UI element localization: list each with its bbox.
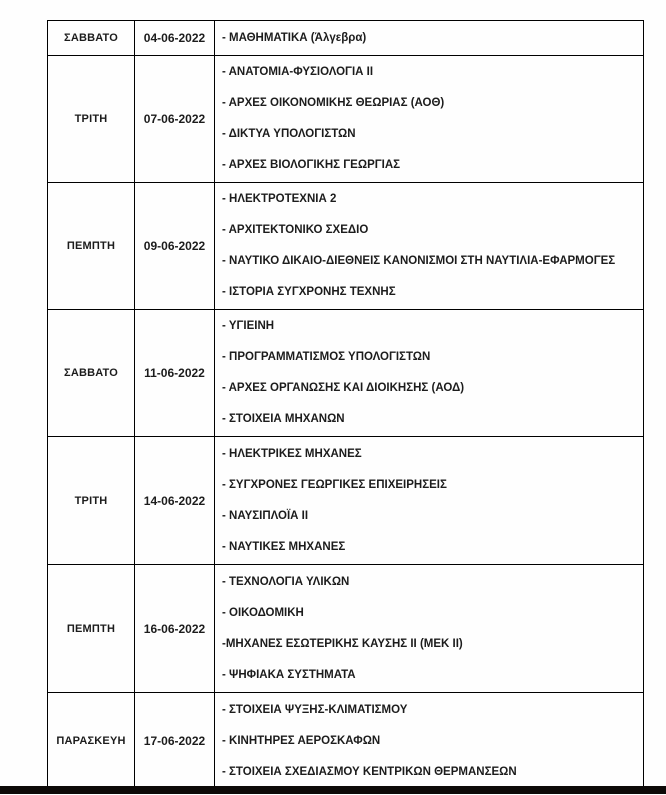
subject-item: - ΣΤΟΙΧΕΙΑ ΜΗΧΑΝΩΝ bbox=[222, 413, 345, 425]
day-cell: ΤΡΙΤΗ bbox=[48, 437, 135, 565]
date-cell: 14-06-2022 bbox=[135, 437, 215, 565]
subject-item: - ΑΡΧΙΤΕΚΤΟΝΙΚΟ ΣΧΕΔΙΟ bbox=[222, 224, 369, 236]
table-row bbox=[48, 565, 644, 693]
subject-item: - ΝΑΥΤΙΚΟ ΔΙΚΑΙΟ-ΔΙΕΘΝΕΙΣ ΚΑΝΟΝΙΣΜΟΙ ΣΤΗ ΝΑΥΤΙΛΙΑ-ΕΦΑΡΜΟΓΕΣ bbox=[222, 255, 616, 267]
date-cell: 04-06-2022 bbox=[135, 21, 215, 56]
table-row bbox=[48, 310, 644, 437]
subject-item: - ΚΙΝΗΤΗΡΕΣ ΑΕΡΟΣΚΑΦΩΝ bbox=[222, 734, 381, 747]
subject-item: - ΣΥΓΧΡΟΝΕΣ ΓΕΩΡΓΙΚΕΣ ΕΠΙΧΕΙΡΗΣΕΙΣ bbox=[222, 478, 447, 491]
date-cell: 11-06-2022 bbox=[135, 310, 215, 437]
subject-item: - ΟΙΚΟΔΟΜΙΚΗ bbox=[222, 606, 304, 619]
subject-item: - ΑΡΧΕΣ ΟΡΓΑΝΩΣΗΣ ΚΑΙ ΔΙΟΙΚΗΣΗΣ (ΑΟΔ) bbox=[222, 382, 465, 394]
subjects-cell bbox=[215, 565, 644, 693]
subject-item: - ΗΛΕΚΤΡΟΤΕΧΝΙΑ 2 bbox=[222, 193, 337, 205]
subjects-cell bbox=[215, 693, 644, 790]
subject-item: - ΗΛΕΚΤΡΙΚΕΣ ΜΗΧΑΝΕΣ bbox=[222, 447, 362, 460]
exam-schedule-table bbox=[47, 20, 644, 790]
subject-item: - ΝΑΥΣΙΠΛΟΪΑ II bbox=[222, 509, 309, 522]
subject-item: - ΙΣΤΟΡΙΑ ΣΥΓΧΡΟΝΗΣ ΤΕΧΝΗΣ bbox=[222, 286, 396, 298]
subjects-cell bbox=[215, 56, 644, 183]
subject-item: -ΜΗΧΑΝΕΣ ΕΣΩΤΕΡΙΚΗΣ ΚΑΥΣΗΣ II (ΜΕΚ II) bbox=[222, 637, 463, 650]
date-cell: 09-06-2022 bbox=[135, 183, 215, 310]
date-cell: 07-06-2022 bbox=[135, 56, 215, 183]
subjects-cell bbox=[215, 21, 644, 56]
subject-item: - ΨΗΦΙΑΚΑ ΣΥΣΤΗΜΑΤΑ bbox=[222, 668, 356, 681]
page-bottom-bar bbox=[0, 786, 666, 794]
exam-table-body bbox=[48, 21, 644, 790]
table-row bbox=[48, 437, 644, 565]
subject-item: - ΝΑΥΤΙΚΕΣ ΜΗΧΑΝΕΣ bbox=[222, 540, 346, 553]
day-cell: ΠΑΡΑΣΚΕΥΗ bbox=[48, 693, 135, 790]
subjects-cell bbox=[215, 437, 644, 565]
date-cell: 17-06-2022 bbox=[135, 693, 215, 790]
subject-item: - ΤΕΧΝΟΛΟΓΙΑ ΥΛΙΚΩΝ bbox=[222, 575, 350, 588]
subject-item: - ΣΤΟΙΧΕΙΑ ΣΧΕΔΙΑΣΜΟΥ ΚΕΝΤΡΙΚΩΝ ΘΕΡΜΑΝΣΕΩΝ bbox=[222, 765, 517, 778]
subject-item: - ΥΓΙΕΙΝΗ bbox=[222, 320, 275, 332]
day-cell: ΤΡΙΤΗ bbox=[48, 56, 135, 183]
day-cell: ΣΑΒΒΑΤΟ bbox=[48, 310, 135, 437]
table-row bbox=[48, 56, 644, 183]
day-cell: ΣΑΒΒΑΤΟ bbox=[48, 21, 135, 56]
subject-item: - ΜΑΘΗΜΑΤΙΚΑ (Άλγεβρα) bbox=[222, 31, 367, 44]
subject-item: - ΠΡΟΓΡΑΜΜΑΤΙΣΜΟΣ ΥΠΟΛΟΓΙΣΤΩΝ bbox=[222, 351, 431, 363]
subject-item: - ΑΡΧΕΣ ΒΙΟΛΟΓΙΚΗΣ ΓΕΩΡΓΙΑΣ bbox=[222, 159, 401, 171]
subject-item: - ΑΝΑΤΟΜΙΑ-ΦΥΣΙΟΛΟΓΙΑ II bbox=[222, 66, 374, 78]
subjects-cell bbox=[215, 183, 644, 310]
subject-item: - ΣΤΟΙΧΕΙΑ ΨΥΞΗΣ-ΚΛΙΜΑΤΙΣΜΟΥ bbox=[222, 703, 408, 716]
day-cell: ΠΕΜΠΤΗ bbox=[48, 565, 135, 693]
day-cell: ΠΕΜΠΤΗ bbox=[48, 183, 135, 310]
subject-item: - ΔΙΚΤΥΑ ΥΠΟΛΟΓΙΣΤΩΝ bbox=[222, 128, 356, 140]
table-row bbox=[48, 21, 644, 56]
table-row bbox=[48, 693, 644, 790]
date-cell: 16-06-2022 bbox=[135, 565, 215, 693]
table-row bbox=[48, 183, 644, 310]
subjects-cell bbox=[215, 310, 644, 437]
subject-item: - ΑΡΧΕΣ ΟΙΚΟΝΟΜΙΚΗΣ ΘΕΩΡΙΑΣ (ΑΟΘ) bbox=[222, 97, 445, 109]
